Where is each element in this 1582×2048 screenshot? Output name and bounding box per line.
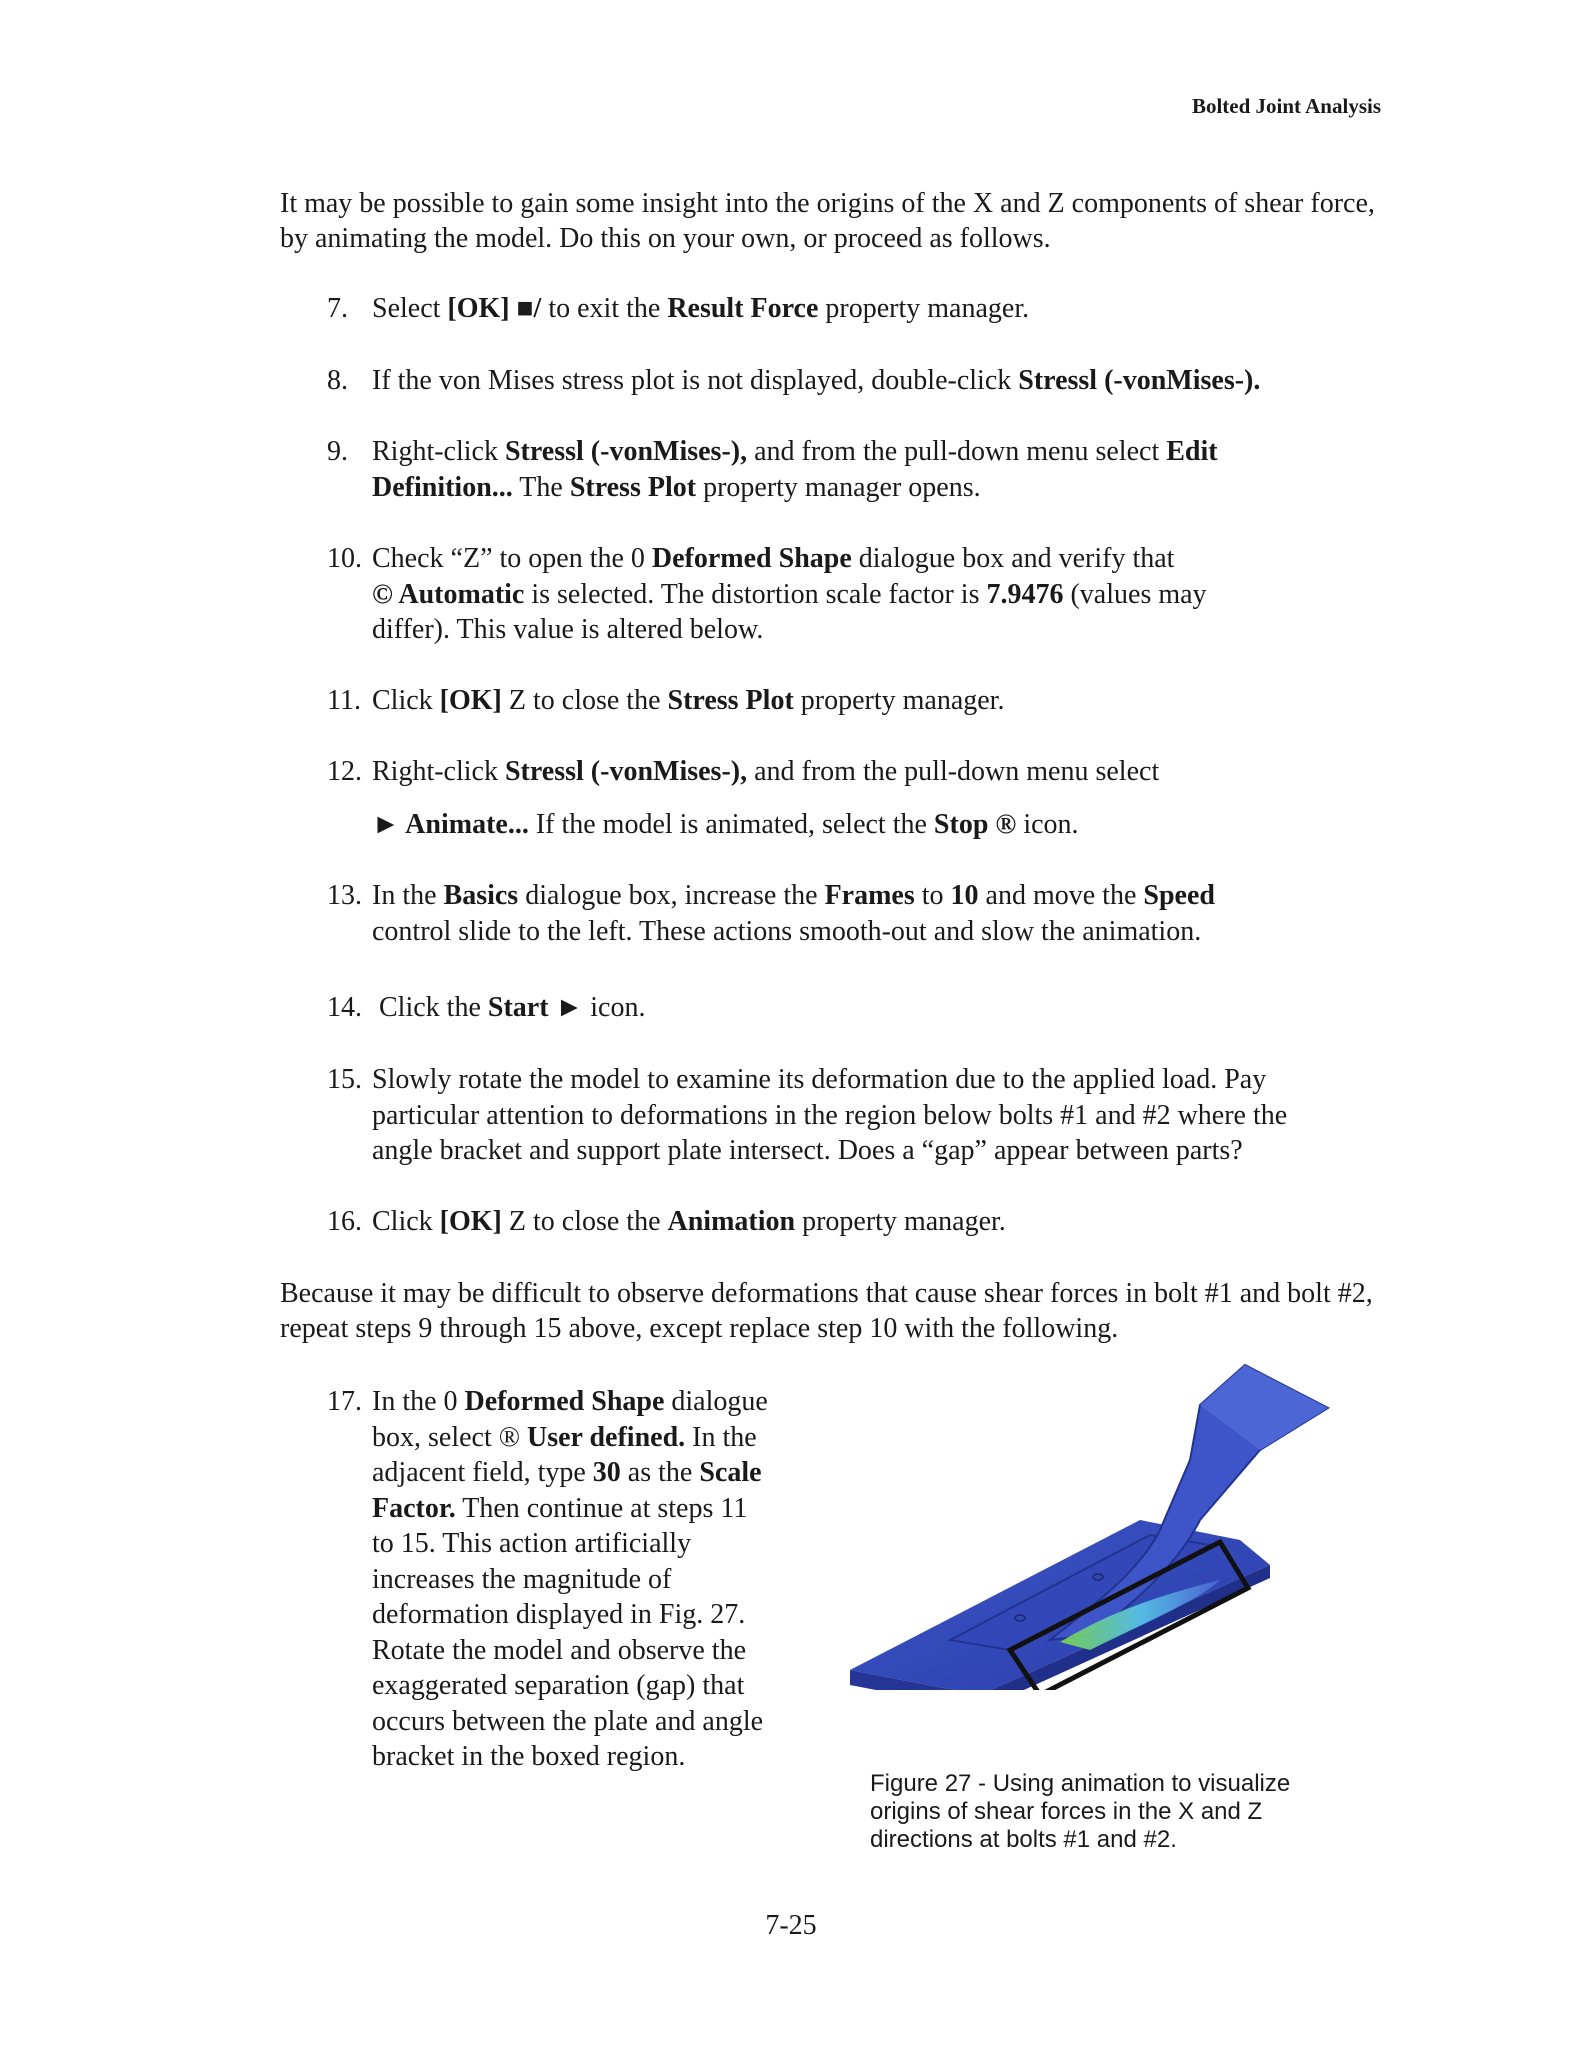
step-16 — [327, 1204, 1387, 1240]
step-text: Right-click Stressl (-vonMises-), and from the pull-down menu select — [372, 756, 1160, 787]
figure-27-bracket-model — [840, 1350, 1400, 1690]
step-text-line: Rotate the model and observe the — [372, 1634, 746, 1666]
step-8 — [327, 363, 1387, 399]
step-text: Check “Z” to open the 0 Deformed Shape dialogue box and verify that — [372, 543, 1175, 574]
transition-paragraph: Because it may be difficult to observe deformations that cause shear forces in bolt #1 and bolt #2, repeat steps 9 through 15 above, except replace step 10 with the following. — [280, 1278, 1373, 1344]
step-text-line2: particular attention to deformations in the region below bolts #1 and #2 where the — [372, 1099, 1288, 1131]
caption-line: directions at bolts #1 and #2. — [870, 1826, 1177, 1853]
step-14 — [327, 990, 1387, 1026]
step-17 — [327, 1384, 847, 1775]
step-text: In the Basics dialogue box, increase the Frames to 10 and move the Speed — [372, 880, 1215, 911]
caption-line: origins of shear forces in the X and Z — [870, 1798, 1263, 1825]
step-text: If the von Mises stress plot is not displayed, double-click Stressl (-vonMises-). — [372, 365, 1261, 396]
step-number: 12. — [327, 756, 362, 787]
step-text-line: box, select ® User defined. In the — [372, 1421, 757, 1453]
step-text: Slowly rotate the model to examine its deformation due to the applied load. Pay — [372, 1064, 1267, 1095]
page-number: 7-25 — [765, 1910, 817, 1941]
step-text: Click [OK] Z to close the Animation property manager. — [372, 1206, 1006, 1237]
step-text-line: adjacent field, type 30 as the Scale — [372, 1457, 762, 1488]
step-12 — [327, 754, 1387, 842]
step-number: 11. — [327, 685, 361, 716]
step-15 — [327, 1062, 1387, 1169]
step-7 — [327, 291, 1387, 327]
caption-line: Figure 27 - Using animation to visualize — [870, 1770, 1291, 1797]
step-number: 7. — [327, 293, 348, 324]
step-text-line: increases the magnitude of — [372, 1563, 672, 1595]
step-text-line2: Definition... The Stress Plot property manager opens. — [372, 471, 981, 503]
step-number: 13. — [327, 880, 362, 911]
running-header: Bolted Joint Analysis — [1191, 94, 1381, 118]
step-text-line3: angle bracket and support plate intersect. Does a “gap” appear between parts? — [372, 1135, 1243, 1166]
step-number: 15. — [327, 1064, 362, 1095]
step-text-line2: © Automatic is selected. The distortion scale factor is 7.9476 (values may — [372, 578, 1207, 610]
step-text: Click [OK] Z to close the Stress Plot property manager. — [372, 685, 1005, 716]
step-number: 16. — [327, 1206, 362, 1237]
step-text: Click the Start ► icon. — [379, 992, 646, 1023]
step-number: 8. — [327, 365, 348, 396]
step-text: In the 0 Deformed Shape dialogue — [372, 1386, 768, 1417]
step-13 — [327, 878, 1387, 949]
step-text-line: Factor. Then continue at steps 11 — [372, 1492, 748, 1524]
step-text: Select [OK] ■/ to exit the Result Force property manager. — [372, 293, 1030, 324]
step-text-line2: ► Animate... If the model is animated, select the Stop ® icon. — [372, 808, 1079, 840]
step-11 — [327, 683, 1387, 719]
step-text-line: bracket in the boxed region. — [372, 1741, 686, 1772]
step-text-line: to 15. This action artificially — [372, 1528, 692, 1559]
step-number: 17. — [327, 1386, 362, 1417]
step-text-line: exaggerated separation (gap) that — [372, 1670, 745, 1701]
step-text-line: deformation displayed in Fig. 27. — [372, 1599, 746, 1630]
figure-caption — [870, 1770, 1390, 1854]
step-text: Right-click Stressl (-vonMises-), and from the pull-down menu select Edit — [372, 436, 1218, 467]
step-9 — [327, 434, 1387, 505]
step-text-line3: differ). This value is altered below. — [372, 614, 764, 645]
intro-paragraph: It may be possible to gain some insight into the origins of the X and Z components of shear force, by animating the model. Do this on your own, or proceed as follows. — [280, 188, 1375, 254]
step-10 — [327, 541, 1387, 648]
step-text-line2: control slide to the left. These actions smooth-out and slow the animation. — [372, 915, 1202, 947]
step-number: 10. — [327, 543, 362, 574]
step-number: 9. — [327, 436, 348, 467]
step-number: 14. — [327, 992, 362, 1023]
step-text-line: occurs between the plate and angle — [372, 1705, 764, 1737]
